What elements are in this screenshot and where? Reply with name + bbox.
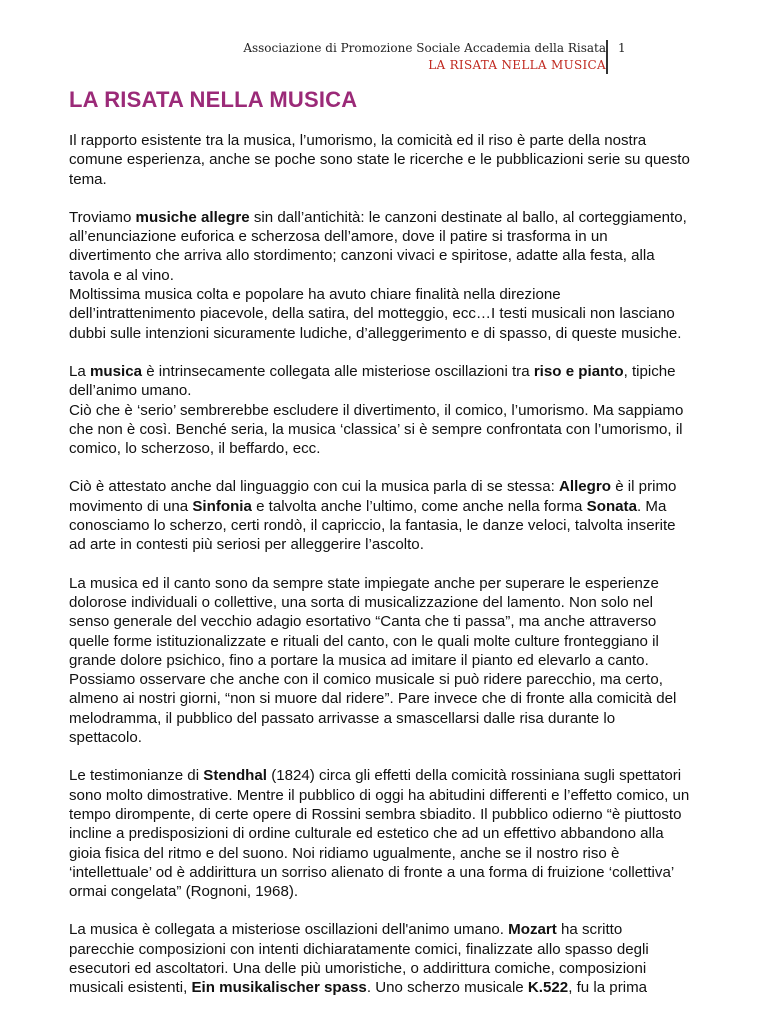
bold-term: K.522: [527, 979, 569, 997]
page-number: 1: [618, 41, 626, 55]
document-body: [69, 86, 691, 1017]
header-divider: [606, 40, 608, 74]
text-run: è il primo movimento di una: [69, 478, 677, 515]
bold-term: musica: [89, 362, 143, 380]
paragraph-serio: Ciò che è ‘serio’ sembrerebbe escludere il divertimento, il comico, l’umorismo. Ma sappiamo che non è così. Benché seria, la musica ‘classica’ si è sempre confrontata con l’umorismo, il comico, lo scherzoso, il beffardo, ecc.: [69, 401, 684, 458]
text-run: sin dall’antichità: le canzoni destinate al ballo, al corteggiamento, all’enunciazione euforica e scherzosa dell’amore, dove il patire si trasforma in un divertimento che arriva allo stordimento; canzoni vivaci e spiritose, adatte alla festa, alla tavola e al vino.: [69, 208, 687, 284]
paragraph-mozart: [69, 920, 691, 997]
page-header: [243, 40, 606, 74]
bold-term: Mozart: [508, 921, 557, 939]
text-run: Troviamo: [69, 208, 136, 226]
text-run: La musica è collegata a misteriose oscillazioni dell'animo umano.: [69, 921, 509, 939]
text-run: . Uno scherzo musicale: [366, 979, 528, 997]
bold-term: musiche allegre: [135, 208, 250, 226]
document-title: LA RISATA NELLA MUSICA: [69, 87, 358, 112]
text-run: La: [69, 362, 90, 380]
paragraph-musiche-allegre: [69, 208, 691, 285]
text-run: Le testimonianze di: [69, 767, 204, 785]
bold-term: Sonata: [586, 497, 637, 515]
text-run: è intrinsecamente collegata alle misteriose oscillazioni tra: [142, 362, 534, 380]
bold-term: Sinfonia: [192, 497, 252, 515]
text-run: Ciò è attestato anche dal linguaggio con cui la musica parla di se stessa:: [69, 478, 559, 496]
paragraph-musica-colta: Moltissima musica colta e popolare ha avuto chiare finalità nella direzione dell’intrattenimento piacevole, della satira, del motteggio, ecc…I testi musicali non lasciano dubbi sulle intenzioni sicuramente ludiche, d’alleggerimento e di spasso, di queste musiche.: [69, 286, 682, 342]
text-run: . Ma conosciamo lo scherzo, certi rondò, il capriccio, la fantasia, le danze veloci, talvolta inserite ad arte in contesti più seriosi per alleggerire l’ascolto.: [69, 497, 676, 554]
bold-term: Allegro: [559, 478, 611, 496]
paragraph-stendhal: [69, 766, 691, 901]
header-organization: Associazione di Promozione Sociale Accademia della Risata: [243, 41, 606, 55]
header-subtitle: LA RISATA NELLA MUSICA: [428, 58, 606, 72]
paragraph-canto: La musica ed il canto sono da sempre state impiegate anche per superare le esperienze dolorose individuali o collettive, una sorta di musicalizzazione del lamento. Non solo nel senso generale del vecchio adagio esortativo “Canta che ti passa”, ma anche attraverso quelle forme istituzionalizzate e rituali del canto, con le quali molte culture fronteggiano il grande dolore psichico, fino a portare la musica ad imitare il pianto ed elevarlo a canto. Possiamo osservare che anche con il comico musicale si può ridere parecchio, ma certo, almeno ai nostri giorni, “non si muore dal ridere”. Pare invece che di fronte alla comicità del melodramma, il pubblico del passato arrivasse a smascellarsi dalle risa durante lo spettacolo.: [69, 574, 677, 747]
paragraph-intro: Il rapporto esistente tra la musica, l’umorismo, la comicità ed il riso è parte della nostra comune esperienza, anche se poche sono state le ricerche e le pubblicazioni serie su questo tema.: [69, 132, 690, 188]
text-run: (1824) circa gli effetti della comicità rossiniana sugli spettatori sono molto dimostrative. Mentre il pubblico di oggi ha abitudini differenti e l’effetto comico, un tempo dirompente, di certe opere di Rossini sembra sbiadito. Il pubblico odierno “è piuttosto incline a predisposizioni di ordine culturale ed estetico che ad un effettivo abbandono alla gioia fisica del ritmo e del suono. Noi ridiamo ugualmente, anche se il nostro riso è ‘intellettuale’ od è addirittura un sorriso alienato di fronte a una forma di fruizione ‘collettiva’ ormai congelata” (Rognoni, 1968).: [69, 767, 690, 901]
paragraph-linguaggio: [69, 477, 691, 554]
paragraph-riso-e-pianto: [69, 362, 691, 401]
text-run: e talvolta anche l’ultimo, come anche nella forma: [251, 497, 587, 515]
text-run: , tipiche dell’animo umano.: [69, 362, 676, 400]
bold-term: Stendhal: [203, 767, 267, 785]
bold-term: Ein musikalischer spass: [191, 979, 367, 997]
bold-term: riso e pianto: [533, 362, 624, 380]
text-run: , fu la prima: [568, 979, 648, 997]
text-run: ha scritto parecchie composizioni con intenti dichiaratamente comici, finalizzate allo spasso degli esecutori ed ascoltatori. Una delle più umoristiche, o addirittura comiche, composizioni musicali esistenti,: [69, 921, 649, 997]
